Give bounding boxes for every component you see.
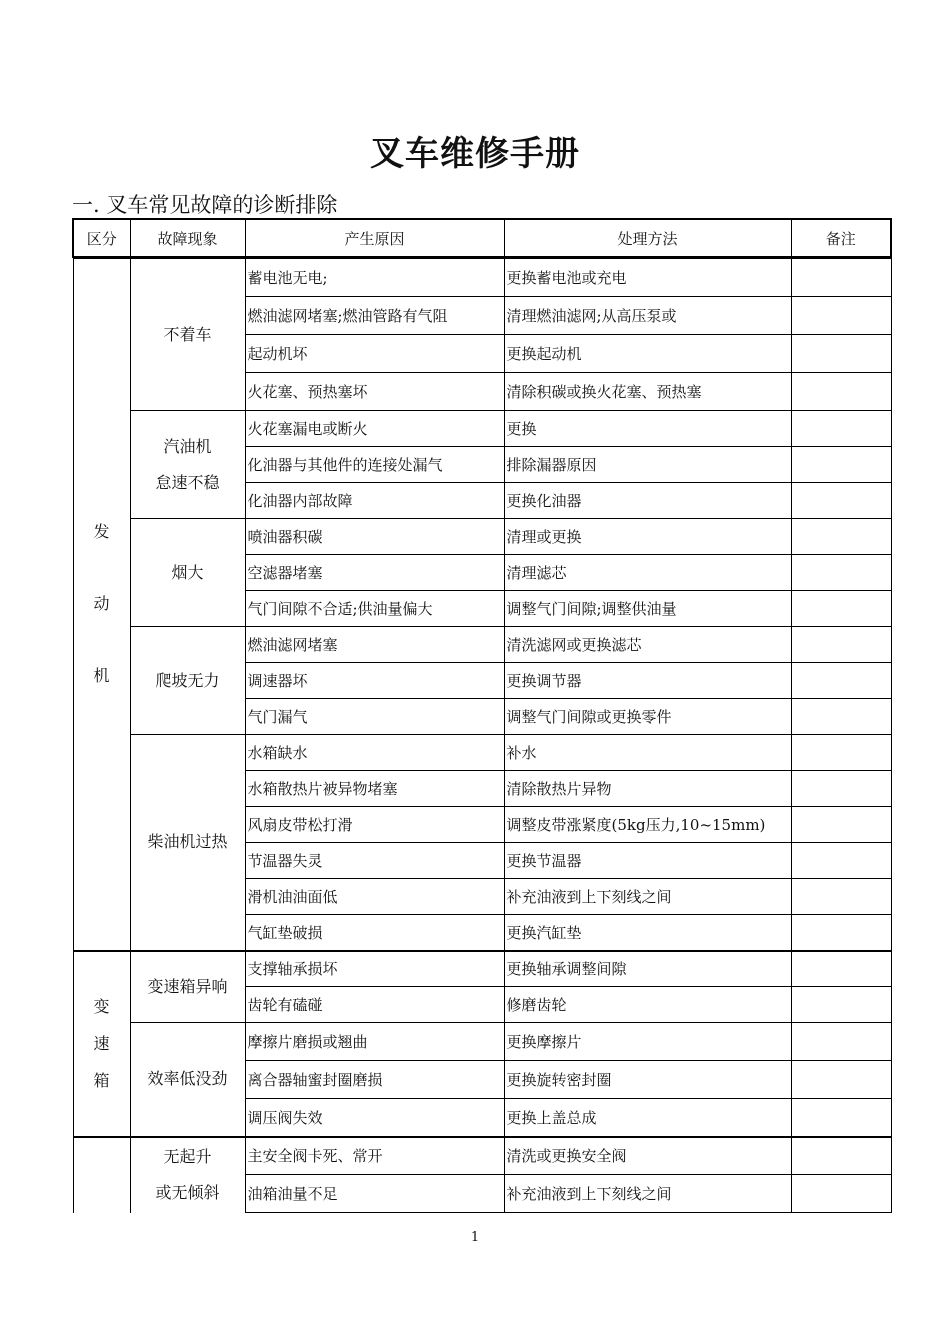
fix-cell: 排除漏器原因 xyxy=(504,447,791,483)
cause-cell: 油箱油量不足 xyxy=(245,1175,504,1213)
header-fix: 处理方法 xyxy=(504,219,791,257)
cause-cell: 火花塞、预热塞坏 xyxy=(245,373,504,411)
note-cell xyxy=(791,297,891,335)
note-cell xyxy=(791,483,891,519)
note-cell xyxy=(791,447,891,483)
category-char: 动 xyxy=(93,594,110,614)
table-row xyxy=(73,1023,891,1061)
fix-cell: 清除积碳或换火花塞、预热塞 xyxy=(504,373,791,411)
cause-cell: 化油器与其他件的连接处漏气 xyxy=(245,447,504,483)
header-category: 区分 xyxy=(73,219,130,257)
symptom-cell xyxy=(130,1023,245,1137)
cause-cell: 离合器轴蜜封圈磨损 xyxy=(245,1061,504,1099)
cause-cell: 主安全阀卡死、常开 xyxy=(245,1137,504,1175)
symptom-cell xyxy=(130,735,245,951)
cause-cell: 支撑轴承损坏 xyxy=(245,951,504,987)
symptom-label: 效率低没劲 xyxy=(147,1069,228,1089)
fix-cell: 更换调节器 xyxy=(504,663,791,699)
fix-cell: 更换旋转密封圈 xyxy=(504,1061,791,1099)
note-cell xyxy=(791,807,891,843)
note-cell xyxy=(791,519,891,555)
note-cell xyxy=(791,951,891,987)
symptom-label: 或无倾斜 xyxy=(155,1183,220,1202)
category-char: 速 xyxy=(93,1033,110,1053)
table-row xyxy=(73,627,891,663)
symptom-cell xyxy=(130,1137,245,1213)
fix-cell: 更换汽缸垫 xyxy=(504,915,791,951)
cause-cell: 火花塞漏电或断火 xyxy=(245,411,504,447)
cause-cell: 节温器失灵 xyxy=(245,843,504,879)
symptom-cell xyxy=(130,951,245,1023)
symptom-label: 爬坡无力 xyxy=(155,670,220,690)
category-label xyxy=(76,524,128,684)
table-row xyxy=(73,1137,891,1175)
page-number: 1 xyxy=(470,1230,480,1245)
document-title: 叉车维修手册 xyxy=(370,134,580,174)
fix-cell: 更换摩擦片 xyxy=(504,1023,791,1061)
category-char: 机 xyxy=(93,666,110,686)
note-cell xyxy=(791,915,891,951)
fix-cell: 清除散热片异物 xyxy=(504,771,791,807)
note-cell xyxy=(791,1099,891,1137)
fix-cell: 调整气门间隙;调整供油量 xyxy=(504,591,791,627)
category-char: 变 xyxy=(93,996,110,1016)
note-cell xyxy=(791,987,891,1023)
fix-cell: 补充油液到上下刻线之间 xyxy=(504,879,791,915)
cause-cell: 气门漏气 xyxy=(245,699,504,735)
fix-cell: 更换上盖总成 xyxy=(504,1099,791,1137)
fix-cell: 更换蓄电池或充电 xyxy=(504,259,791,297)
cause-cell: 水箱散热片被异物堵塞 xyxy=(245,771,504,807)
table-row xyxy=(73,735,891,771)
fix-cell: 调整皮带涨紧度(5kg压力,10~15mm) xyxy=(504,807,791,843)
header-cause: 产生原因 xyxy=(245,219,504,257)
cause-cell: 调压阀失效 xyxy=(245,1099,504,1137)
category-cell-engine xyxy=(73,259,130,951)
fix-cell: 清洗滤网或更换滤芯 xyxy=(504,627,791,663)
cause-cell: 喷油器积碳 xyxy=(245,519,504,555)
cause-cell: 化油器内部故障 xyxy=(245,483,504,519)
note-cell xyxy=(791,1061,891,1099)
cause-cell: 风扇皮带松打滑 xyxy=(245,807,504,843)
fix-cell: 清洗或更换安全阀 xyxy=(504,1137,791,1175)
cause-cell: 滑机油油面低 xyxy=(245,879,504,915)
cause-cell: 气缸垫破损 xyxy=(245,915,504,951)
note-cell xyxy=(791,1137,891,1175)
symptom-cell xyxy=(130,519,245,627)
fault-diagnosis-table xyxy=(72,218,892,1213)
note-cell xyxy=(791,373,891,411)
fix-cell: 更换轴承调整间隙 xyxy=(504,951,791,987)
note-cell xyxy=(791,555,891,591)
symptom-label: 怠速不稳 xyxy=(155,472,220,492)
header-note: 备注 xyxy=(791,219,891,257)
section-heading: 一. 叉车常见故障的诊断排除 xyxy=(72,193,338,217)
note-cell xyxy=(791,735,891,771)
cause-cell: 空滤器堵塞 xyxy=(245,555,504,591)
symptom-label: 不着车 xyxy=(163,324,212,344)
symptom-label: 柴油机过热 xyxy=(147,832,228,852)
symptom-label: 汽油机 xyxy=(163,436,212,456)
note-cell xyxy=(791,843,891,879)
fix-cell: 补水 xyxy=(504,735,791,771)
note-cell xyxy=(791,591,891,627)
cause-cell: 燃油滤网堵塞 xyxy=(245,627,504,663)
note-cell xyxy=(791,627,891,663)
note-cell xyxy=(791,1023,891,1061)
fix-cell: 修磨齿轮 xyxy=(504,987,791,1023)
category-label xyxy=(76,996,128,1090)
cause-cell: 燃油滤网堵塞;燃油管路有气阻 xyxy=(245,297,504,335)
note-cell xyxy=(791,663,891,699)
fix-cell: 更换节温器 xyxy=(504,843,791,879)
note-cell xyxy=(791,259,891,297)
table-header-row xyxy=(73,219,891,257)
fix-cell: 更换起动机 xyxy=(504,335,791,373)
fix-cell: 清理滤芯 xyxy=(504,555,791,591)
table-row xyxy=(73,411,891,447)
table-row xyxy=(73,259,891,297)
category-char: 发 xyxy=(93,522,110,542)
symptom-label: 无起升 xyxy=(163,1147,212,1166)
symptom-cell xyxy=(130,259,245,411)
fix-cell: 清理燃油滤网;从高压泵或 xyxy=(504,297,791,335)
fix-cell: 调整气门间隙或更换零件 xyxy=(504,699,791,735)
note-cell xyxy=(791,771,891,807)
cause-cell: 水箱缺水 xyxy=(245,735,504,771)
note-cell xyxy=(791,1175,891,1213)
note-cell xyxy=(791,879,891,915)
symptom-cell xyxy=(130,411,245,519)
symptom-label: 烟大 xyxy=(171,562,204,582)
table-row xyxy=(73,519,891,555)
cause-cell: 蓄电池无电; xyxy=(245,259,504,297)
note-cell xyxy=(791,411,891,447)
fix-cell: 补充油液到上下刻线之间 xyxy=(504,1175,791,1213)
table-body xyxy=(73,257,891,1213)
cause-cell: 气门间隙不合适;供油量偏大 xyxy=(245,591,504,627)
header-symptom: 故障现象 xyxy=(130,219,245,257)
note-cell xyxy=(791,335,891,373)
cause-cell: 齿轮有磕碰 xyxy=(245,987,504,1023)
table-row xyxy=(73,951,891,987)
category-cell-hydraulic xyxy=(73,1137,130,1213)
fix-cell: 更换 xyxy=(504,411,791,447)
symptom-label: 变速箱异响 xyxy=(147,976,228,996)
category-cell-gearbox xyxy=(73,951,130,1137)
fix-cell: 清理或更换 xyxy=(504,519,791,555)
fix-cell: 更换化油器 xyxy=(504,483,791,519)
cause-cell: 调速器坏 xyxy=(245,663,504,699)
cause-cell: 起动机坏 xyxy=(245,335,504,373)
symptom-cell xyxy=(130,627,245,735)
cause-cell: 摩擦片磨损或翘曲 xyxy=(245,1023,504,1061)
category-char: 箱 xyxy=(93,1070,110,1090)
note-cell xyxy=(791,699,891,735)
